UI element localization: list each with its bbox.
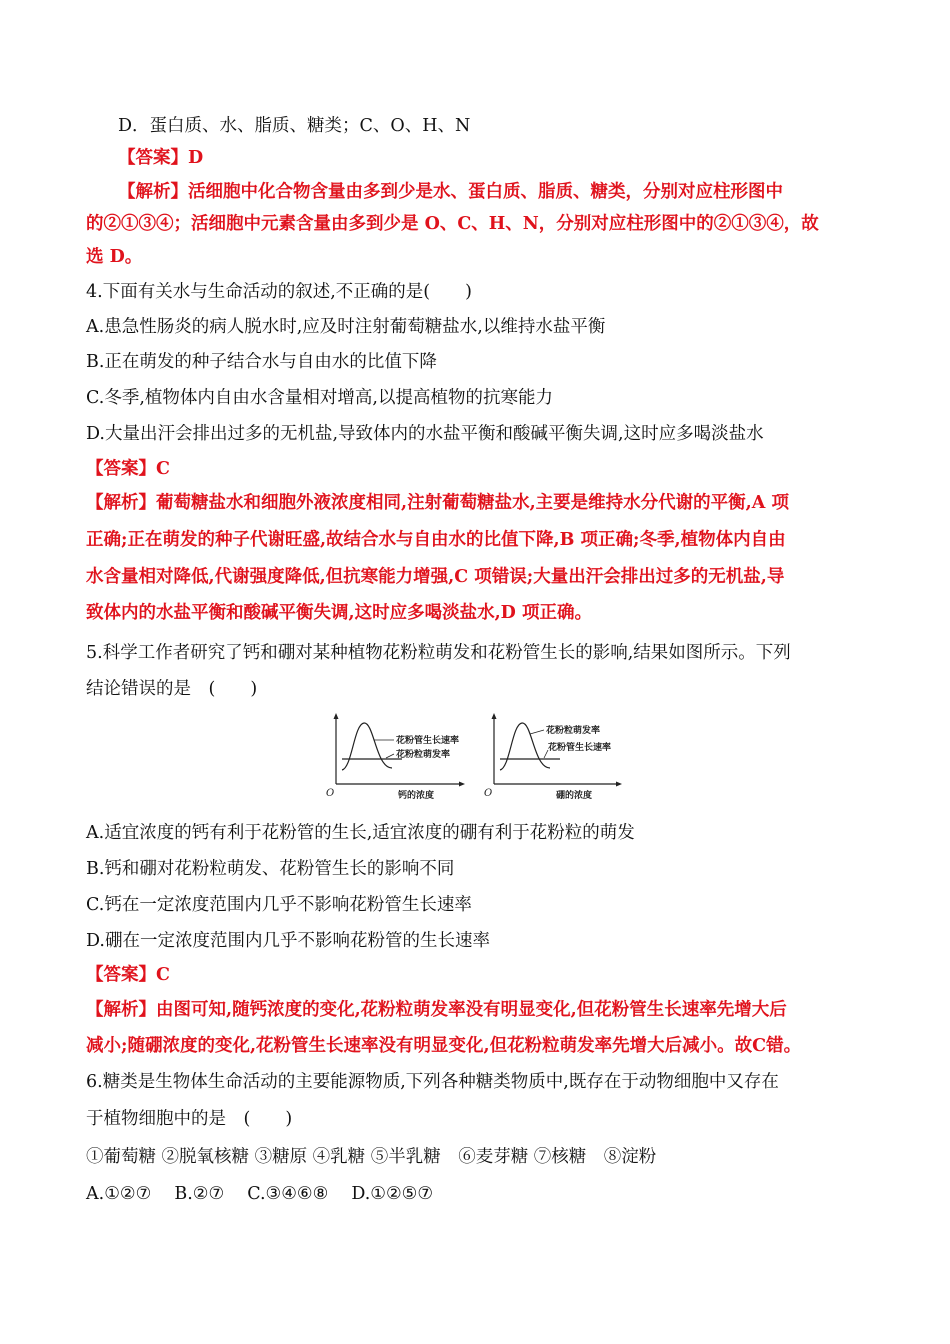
pollen-tube-growth-curve [342, 723, 392, 770]
q3-analysis-line-2: 的②①③④；活细胞中元素含量由多到少是 O、C、H、N，分别对应柱形图中的②①③④，故 [86, 214, 819, 234]
q5-stem-line-2: 结论错误的是 ( ) [86, 679, 258, 699]
analysis-tag: 【解析】 [86, 1000, 156, 1020]
q3-analysis-line-3: 选 D。 [86, 247, 143, 267]
leader-line [530, 730, 544, 734]
origin-label: O [326, 788, 335, 799]
x-axis-label: 钙的浓度 [398, 791, 435, 801]
q4-stem: 4.下面有关水与生命活动的叙述,不正确的是( ) [86, 282, 472, 302]
q4-analysis-line-4: 致体内的水盐平衡和酸碱平衡失调,这时应多喝淡盐水,D 项正确。 [86, 603, 592, 623]
q5-figure-svg [322, 712, 622, 806]
answer-value: C [156, 965, 170, 985]
x-axis-arrow-icon [459, 782, 465, 787]
q4-option-a: A.患急性肠炎的病人脱水时,应及时注射葡萄糖盐水,以维持水盐平衡 [86, 317, 606, 337]
q4-analysis-line-2: 正确;正在萌发的种子代谢旺盛,故结合水与自由水的比值下降,B 项正确;冬季,植物体内自由 [86, 530, 786, 550]
q6-items: ①葡萄糖 ②脱氧核糖 ③糖原 ④乳糖 ⑤半乳糖 ⑥麦芽糖 ⑦核糖 ⑧淀粉 [86, 1147, 657, 1167]
analysis-tag: 【解析】 [86, 493, 156, 513]
curve-label-peak: 花粉粒萌发率 [546, 726, 601, 736]
curve-label-flat: 花粉管生长速率 [548, 743, 612, 753]
boron-chart [484, 713, 622, 801]
q4-option-b: B.正在萌发的种子结合水与自由水的比值下降 [86, 352, 437, 372]
analysis-text: 活细胞中化合物含量由多到少是水、蛋白质、脂质、糖类，分别对应柱形图中 [188, 182, 783, 202]
answer-value: C [156, 459, 170, 479]
q6-stem-line-1: 6.糖类是生物体生命活动的主要能源物质,下列各种糖类物质中,既存在于动物细胞中又存在 [86, 1072, 779, 1092]
q6-stem-line-2: 于植物细胞中的是 ( ) [86, 1109, 293, 1129]
q5-answer [86, 963, 876, 987]
q5-option-c: C.钙在一定浓度范围内几乎不影响花粉管生长速率 [86, 895, 472, 915]
q5-option-b: B.钙和硼对花粉粒萌发、花粉管生长的影响不同 [86, 859, 455, 879]
y-axis-arrow-icon [334, 713, 339, 719]
curve-label-flat: 花粉粒萌发率 [396, 750, 451, 760]
q4-option-c: C.冬季,植物体内自由水含量相对增高,以提高植物的抗寒能力 [86, 388, 553, 408]
x-axis-label: 硼的浓度 [556, 791, 593, 801]
q4-option-d: D.大量出汗会排出过多的无机盐,导致体内的水盐平衡和酸碱平衡失调,这时应多喝淡盐水 [86, 424, 764, 444]
answer-tag: 【答案】 [118, 148, 188, 168]
q5-option-d: D.硼在一定浓度范围内几乎不影响花粉管的生长速率 [86, 931, 490, 951]
analysis-text: 由图可知,随钙浓度的变化,花粉粒萌发率没有明显变化,但花粉管生长速率先增大后 [156, 1000, 787, 1020]
analysis-text: 葡萄糖盐水和细胞外液浓度相同,注射葡萄糖盐水,主要是维持水分代谢的平衡,A 项 [156, 493, 789, 513]
q5-analysis-line-1 [86, 998, 876, 1022]
q3-answer [118, 146, 908, 170]
analysis-tag: 【解析】 [118, 182, 188, 202]
x-axis-arrow-icon [616, 782, 622, 787]
q4-answer [86, 457, 876, 481]
q4-analysis-line-1 [86, 491, 876, 515]
q5-stem-line-1: 5.科学工作者研究了钙和硼对某种植物花粉粒萌发和花粉管生长的影响,结果如图所示。下列 [86, 643, 791, 663]
origin-label: O [484, 788, 493, 799]
q5-figure [322, 712, 622, 806]
calcium-chart [326, 713, 465, 801]
q4-analysis-line-3: 水含量相对降低,代谢强度降低,但抗寒能力增强,C 项错误;大量出汗会排出过多的无机盐,导 [86, 567, 785, 587]
q5-analysis-line-2: 减小;随硼浓度的变化,花粉管生长速率没有明显变化,但花粉粒萌发率先增大后减小。故C错。 [86, 1036, 802, 1056]
q5-option-a: A.适宜浓度的钙有利于花粉管的生长,适宜浓度的硼有利于花粉粒的萌发 [86, 823, 635, 843]
curve-label-peak: 花粉管生长速率 [396, 736, 460, 746]
answer-tag: 【答案】 [86, 965, 156, 985]
answer-tag: 【答案】 [86, 459, 156, 479]
leader-line [386, 754, 394, 758]
answer-value: D [188, 148, 204, 168]
q3-option-d: D．蛋白质、水、脂质、糖类；C、O、H、N [118, 116, 471, 136]
q6-choices: A.①②⑦ B.②⑦ C.③④⑥⑧ D.①②⑤⑦ [86, 1184, 434, 1204]
q3-analysis-line-1 [118, 180, 908, 204]
y-axis-arrow-icon [492, 713, 497, 719]
